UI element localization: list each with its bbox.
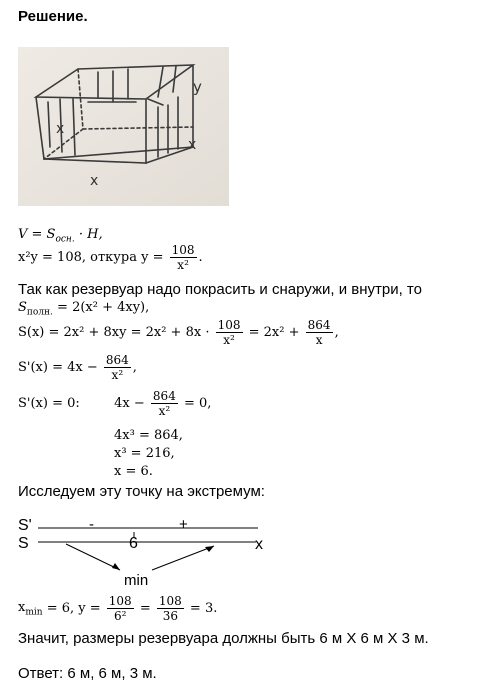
min-label: min bbox=[124, 572, 149, 589]
answer: Ответ: 6 м, 6 м, 3 м. bbox=[18, 665, 157, 682]
text-extremum: Исследуем эту точку на экстремум: bbox=[18, 483, 265, 500]
text-painting: Так как резервуар надо покрасить и снаружи, и внутри, то bbox=[18, 281, 422, 298]
eq-derivative: S'(x) = 4x − $\frac{864}{\text{x²}}$ , bbox=[18, 353, 137, 382]
text-dimensions: Значит, размеры резервуара должны быть 6 м Х 6 м Х 3 м. bbox=[18, 630, 429, 647]
eq-surface-function: S(x) = 2x² + 8xy = 2x² + 8x · $\frac{108}{\text{x²}}$ = 2x² + $\frac{864}{x}$ , bbox=[18, 318, 339, 347]
eq-x-6: x = 6. bbox=[114, 464, 153, 479]
sketch-photo bbox=[18, 47, 229, 206]
label-x-left: x bbox=[56, 121, 65, 137]
axis-x-label: x bbox=[255, 536, 263, 553]
arrow-down bbox=[66, 544, 120, 570]
eq-volume: $V = S_{осн.} \cdot H$, bbox=[18, 227, 103, 245]
heading: Решение. bbox=[18, 8, 88, 25]
label-x-right: x bbox=[188, 137, 197, 153]
sign-minus: - bbox=[89, 516, 94, 533]
eq-cube-216: x³ = 216, bbox=[114, 446, 175, 461]
eq-y-expression: x²y = 108, откура y = $\frac{108}{\text{x²}}$ . bbox=[18, 243, 203, 272]
eq-surface-total: $S_{полн.} = 2(x^2 + 4xy)$, bbox=[18, 300, 150, 318]
arrow-up bbox=[152, 546, 214, 570]
sketch-drawing bbox=[18, 47, 229, 206]
label-x-bottom: x bbox=[90, 173, 99, 189]
eq-cube-864: 4x³ = 864, bbox=[114, 428, 183, 443]
eq-result: $x_{min} = 6$, y = $\frac{108}{\text{6²}}$ = $\frac{108}{36}$ = 3. bbox=[18, 594, 218, 623]
label-s-prime: S' bbox=[18, 517, 32, 534]
sign-plus: + bbox=[179, 516, 188, 533]
eq-derivative-zero: S'(x) = 0: 4x − $\frac{864}{\text{x²}}$ = 0, bbox=[18, 389, 212, 418]
label-s: S bbox=[18, 535, 29, 552]
critical-point: 6 bbox=[129, 535, 138, 552]
sign-chart bbox=[0, 512, 484, 592]
label-y: y bbox=[193, 78, 202, 96]
